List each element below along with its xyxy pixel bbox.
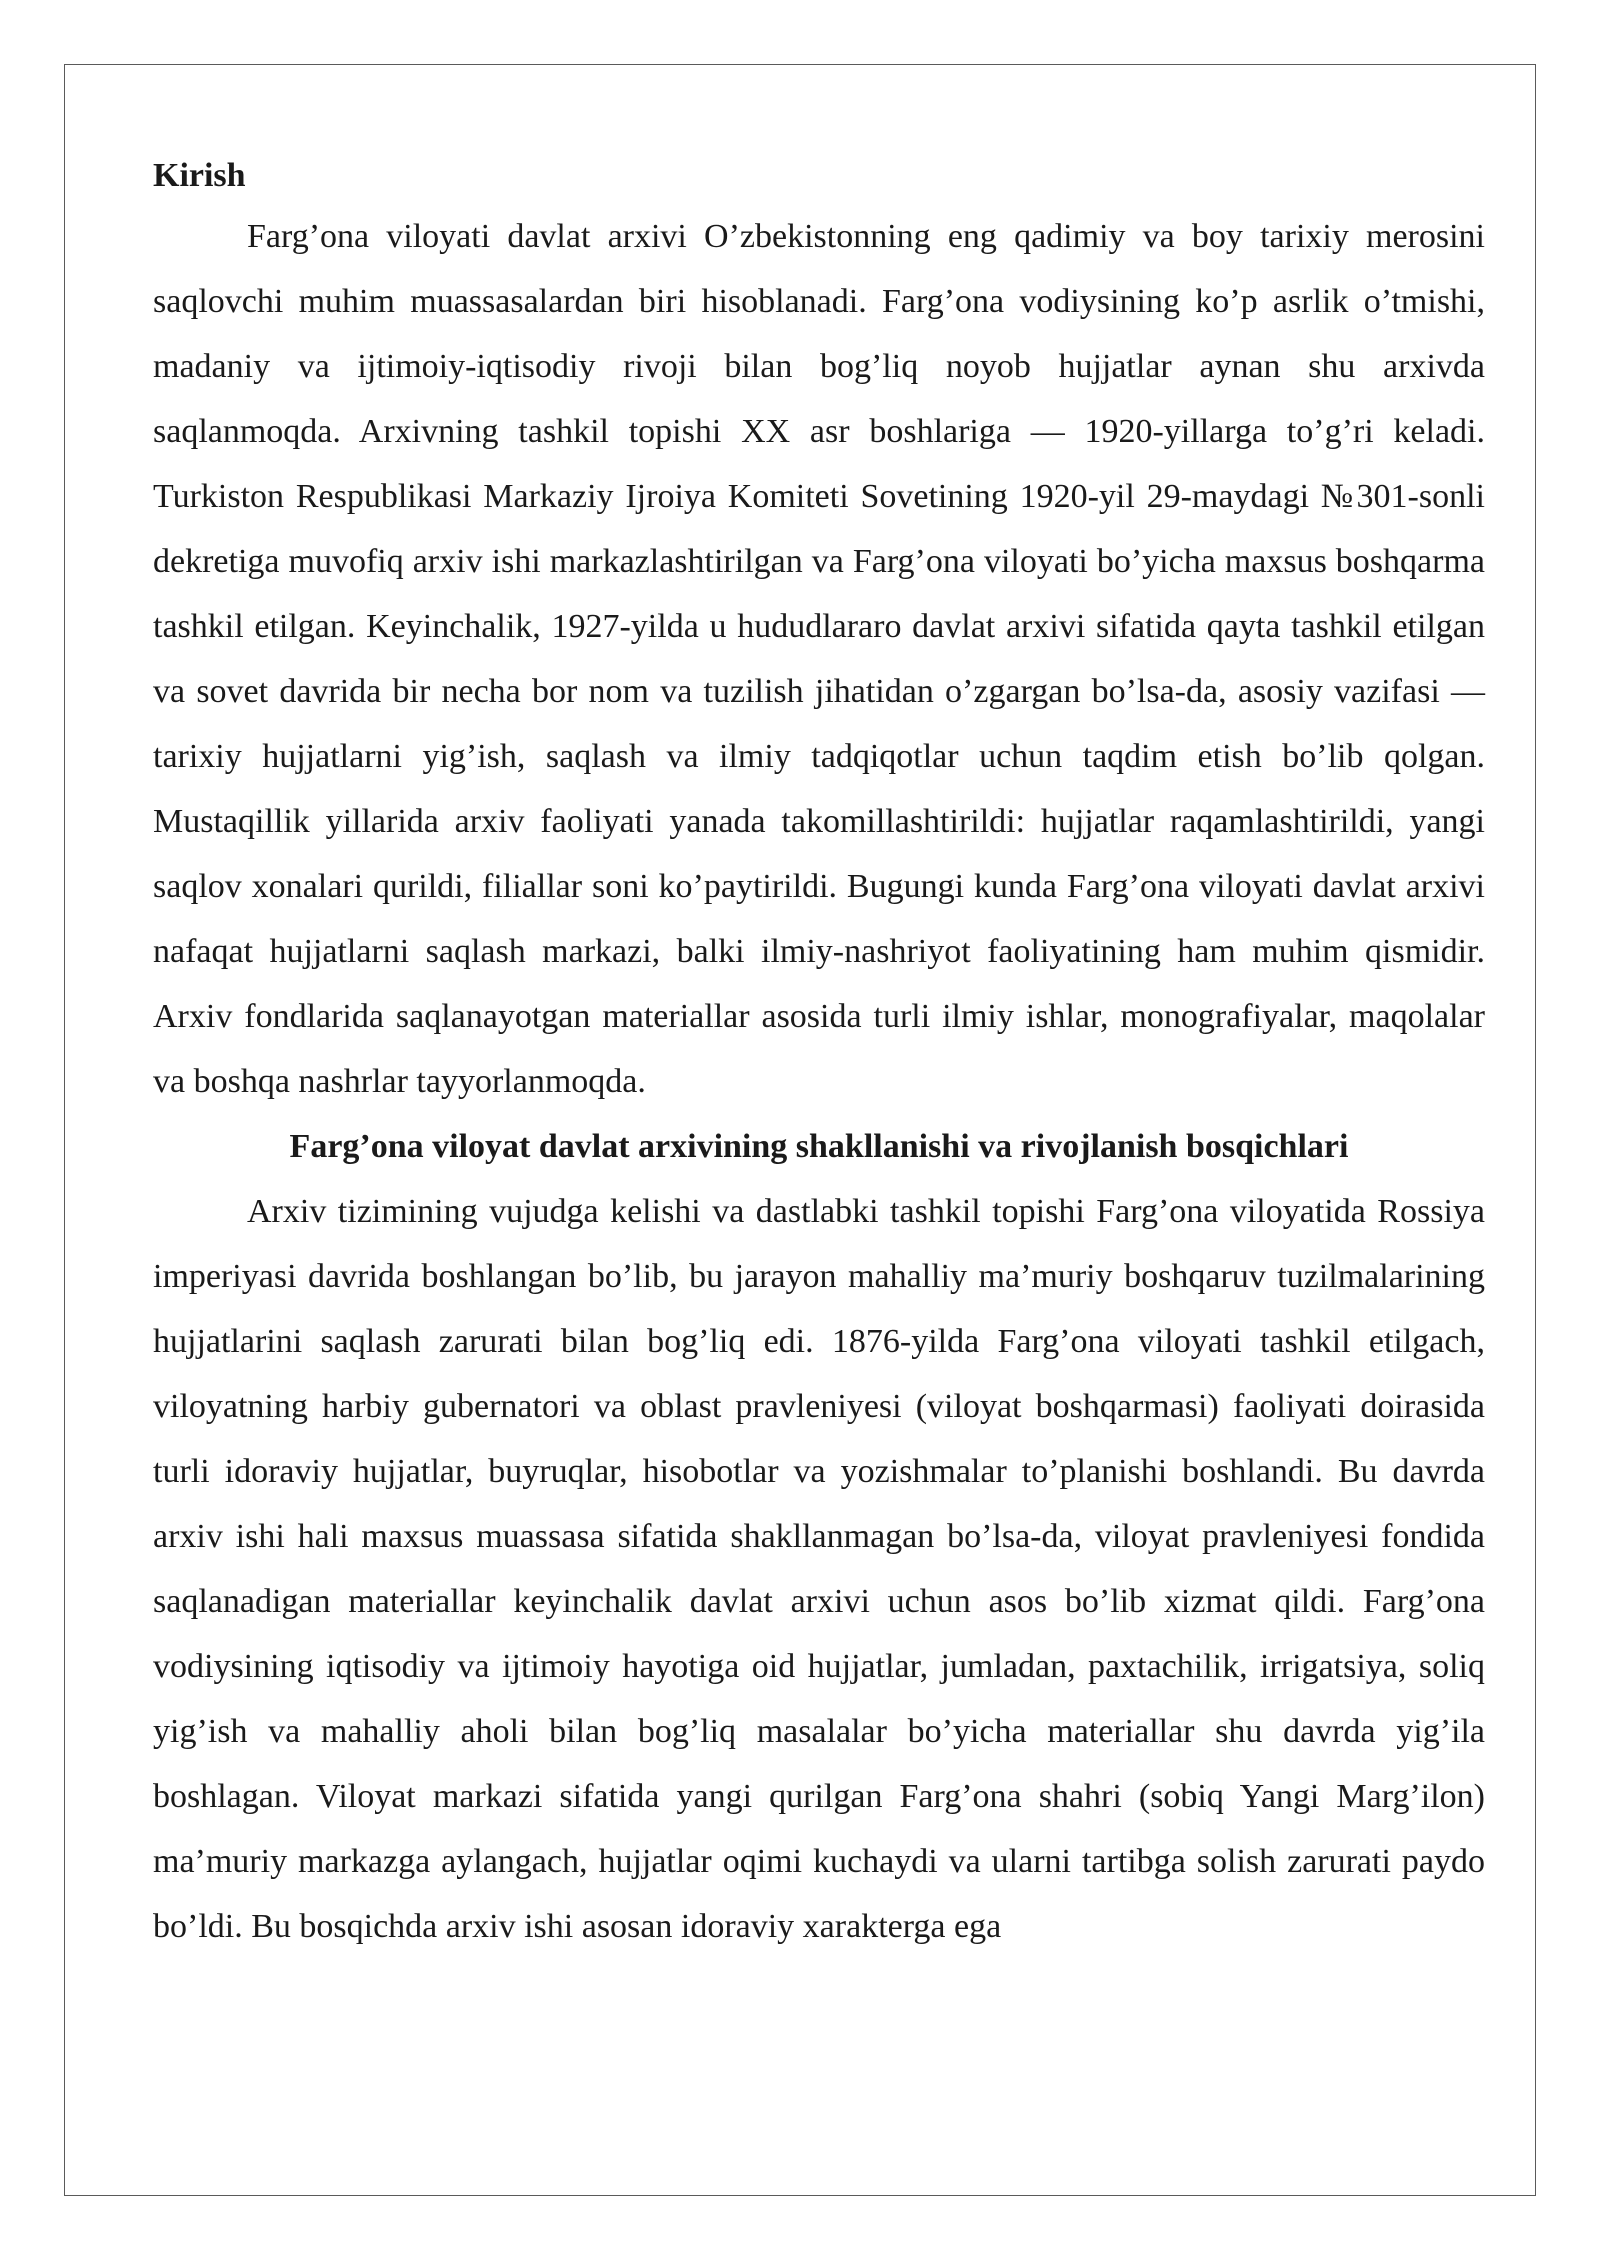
intro-heading: Kirish [153, 157, 246, 194]
section-heading: Farg’ona viloyat davlat arxivining shakllanishi va rivojlanish bosqichlari [289, 1128, 1349, 1165]
intro-paragraph: Farg’ona viloyati davlat arxivi O’zbekistonning eng qadimiy va boy tarixiy merosini saqlovchi muhim muassasalardan biri hisoblanadi. Farg’ona vodiysining ko’p asrlik o’tmishi, madaniy va ijtimoiy-iqtisodiy rivoji bilan bog’liq noyob hujjatlar aynan shu arxivda saqlanmoqda. Arxivning tashkil topishi XX asr boshlariga — 1920-yillarga to’g’ri keladi. Turkiston Respublikasi Markaziy Ijroiya Komiteti Sovetining 1920-yil 29-maydagi №301-sonli dekretiga muvofiq arxiv ishi markazlashtirilgan va Farg’ona viloyati bo’yicha maxsus boshqarma tashkil etilgan. Keyinchalik, 1927-yilda u hududlararo davlat arxivi sifatida qayta tashkil etilgan va sovet davrida bir necha bor nom va tuzilish jihatidan o’zgargan bo’lsa-da, asosiy vazifasi — tarixiy hujjatlarni yig’ish, saqlash va ilmiy tadqiqotlar uchun taqdim etish bo’lib qolgan. Mustaqillik yillarida arxiv faoliyati yanada takomillashtirildi: hujjatlar raqamlashtirildi, yangi saqlov xonalari qurildi, filiallar soni ko’paytirildi. Bugungi kunda Farg’ona viloyati davlat arxivi nafaqat hujjatlarni saqlash markazi, balki ilmiy-nashriyot faoliyatining ham muhim qismidir. Arxiv fondlarida saqlanayotgan materiallar asosida turli ilmiy ishlar, monografiyalar, maqolalar va boshqa nashrlar tayyorlanmoqda. [153, 218, 1485, 1100]
document-body [153, 147, 1485, 1959]
section-paragraph: Arxiv tizimining vujudga kelishi va dastlabki tashkil topishi Farg’ona viloyatida Rossiya imperiyasi davrida boshlangan bo’lib, bu jarayon mahalliy ma’muriy boshqaruv tuzilmalarining hujjatlarini saqlash zarurati bilan bog’liq edi. 1876-yilda Farg’ona viloyati tashkil etilgach, viloyatning harbiy gubernatori va oblast pravleniyesi (viloyat boshqarmasi) faoliyati doirasida turli idoraviy hujjatlar, buyruqlar, hisobotlar va yozishmalar to’planishi boshlandi. Bu davrda arxiv ishi hali maxsus muassasa sifatida shakllanmagan bo’lsa-da, viloyat pravleniyesi fondida saqlanadigan materiallar keyinchalik davlat arxivi uchun asos bo’lib xizmat qildi. Farg’ona vodiysining iqtisodiy va ijtimoiy hayotiga oid hujjatlar, jumladan, paxtachilik, irrigatsiya, soliq yig’ish va mahalliy aholi bilan bog’liq masalalar bo’yicha materiallar shu davrda yig’ila boshlagan. Viloyat markazi sifatida yangi qurilgan Farg’ona shahri (sobiq Yangi Marg’ilon) ma’muriy markazga aylangach, hujjatlar oqimi kuchaydi va ularni tartibga solish zarurati paydo bo’ldi. Bu bosqichda arxiv ishi asosan idoraviy xarakterga ega [153, 1193, 1485, 1945]
